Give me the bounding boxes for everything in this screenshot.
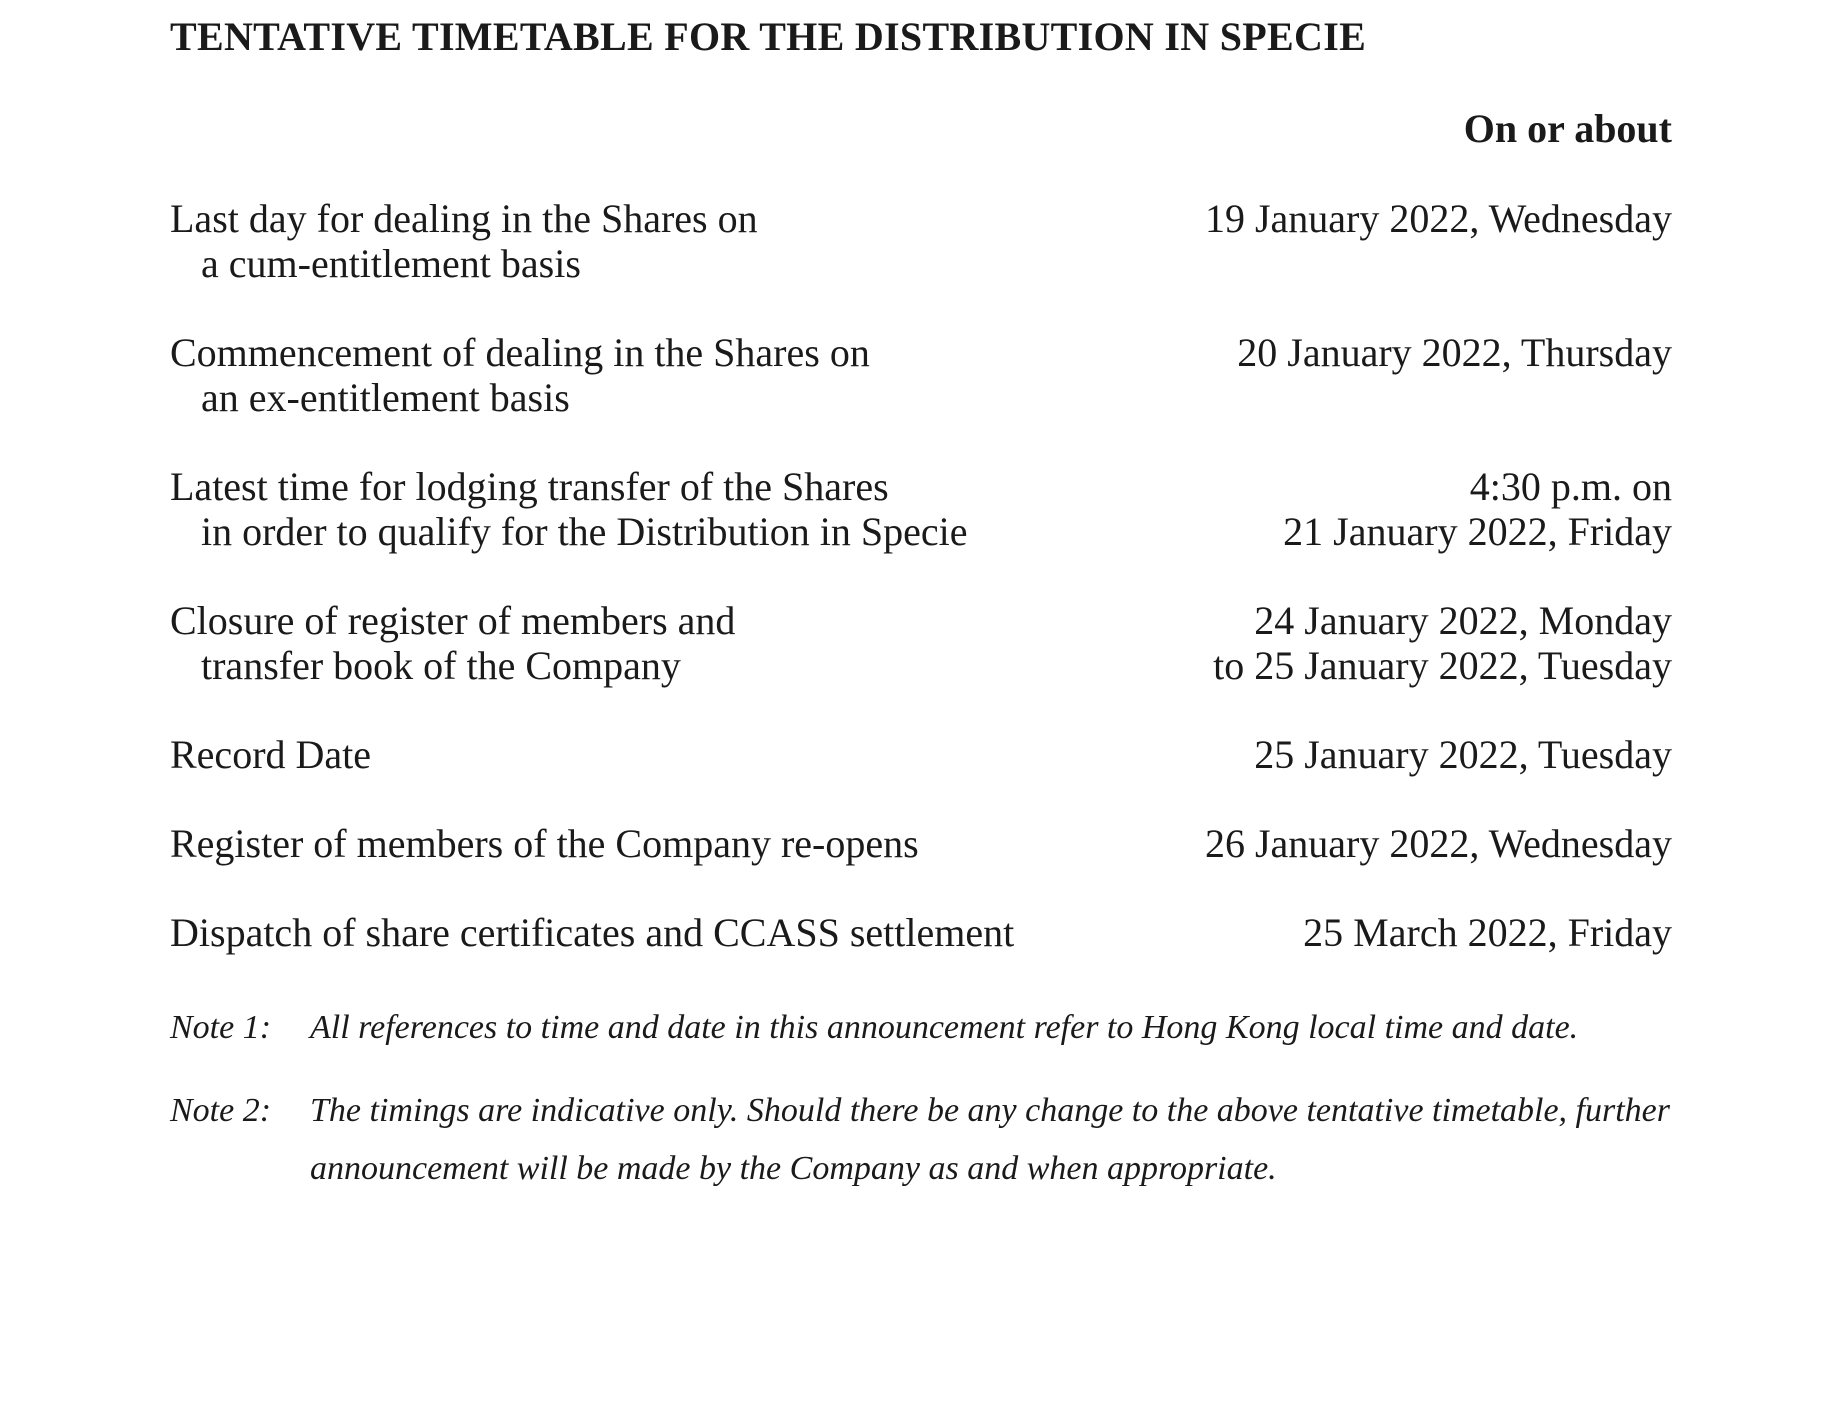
table-row	[170, 732, 1672, 777]
event-cell	[170, 464, 968, 554]
event-line-1: Closure of register of members and	[170, 598, 736, 643]
column-header-on-or-about: On or about	[1463, 106, 1672, 151]
date-line-1: 20 January 2022, Thursday	[1237, 330, 1672, 375]
event-cell	[170, 196, 758, 286]
table-row	[170, 821, 1672, 866]
date-cell	[1205, 196, 1672, 241]
notes-section	[170, 999, 1672, 1198]
note-text: The timings are indicative only. Should there be any change to the above tentative timetable, further announcement will be made by the Company as and when appropriate.	[310, 1092, 1670, 1187]
date-cell	[1303, 910, 1672, 955]
date-line-1: 25 March 2022, Friday	[1303, 910, 1672, 955]
event-cell	[170, 732, 371, 777]
event-cell	[170, 910, 1014, 955]
event-line-1: Commencement of dealing in the Shares on	[170, 330, 870, 375]
date-cell	[1283, 464, 1672, 554]
table-row	[170, 330, 1672, 420]
table-row	[170, 196, 1672, 286]
date-line-1: 24 January 2022, Monday	[1254, 598, 1672, 643]
date-line-1: 4:30 p.m. on	[1469, 464, 1672, 509]
date-cell	[1237, 330, 1672, 375]
note-item	[170, 999, 1672, 1057]
event-line-2: in order to qualify for the Distribution in Specie	[201, 509, 968, 554]
event-cell	[170, 821, 919, 866]
event-line-2: an ex-entitlement basis	[201, 375, 570, 420]
date-cell	[1254, 732, 1672, 777]
date-cell	[1205, 821, 1672, 866]
event-line-2: transfer book of the Company	[201, 643, 681, 688]
event-line-1: Last day for dealing in the Shares on	[170, 196, 758, 241]
note-text: All references to time and date in this announcement refer to Hong Kong local time and date.	[310, 1009, 1579, 1046]
date-line-2: 21 January 2022, Friday	[1283, 509, 1672, 554]
page-title: TENTATIVE TIMETABLE FOR THE DISTRIBUTION IN SPECIE	[170, 14, 1367, 59]
table-row	[170, 910, 1672, 955]
note-item	[170, 1082, 1672, 1198]
event-cell	[170, 598, 735, 688]
date-line-2: to 25 January 2022, Tuesday	[1213, 643, 1672, 688]
date-line-1: 26 January 2022, Wednesday	[1204, 821, 1672, 866]
date-cell	[1213, 598, 1672, 688]
note-label: Note 2:	[170, 1092, 272, 1129]
table-row	[170, 598, 1672, 688]
event-line-1: Dispatch of share certificates and CCASS settlement	[170, 910, 1015, 955]
event-cell	[170, 330, 870, 420]
note-label: Note 1:	[170, 1009, 272, 1046]
date-line-1: 19 January 2022, Wednesday	[1204, 196, 1672, 241]
event-line-2: a cum-entitlement basis	[201, 241, 581, 286]
event-line-1: Register of members of the Company re-opens	[170, 821, 919, 866]
timetable	[170, 196, 1672, 955]
event-line-1: Record Date	[170, 732, 372, 777]
event-line-1: Latest time for lodging transfer of the Shares	[170, 464, 889, 509]
table-row	[170, 464, 1672, 554]
date-line-1: 25 January 2022, Tuesday	[1254, 732, 1672, 777]
